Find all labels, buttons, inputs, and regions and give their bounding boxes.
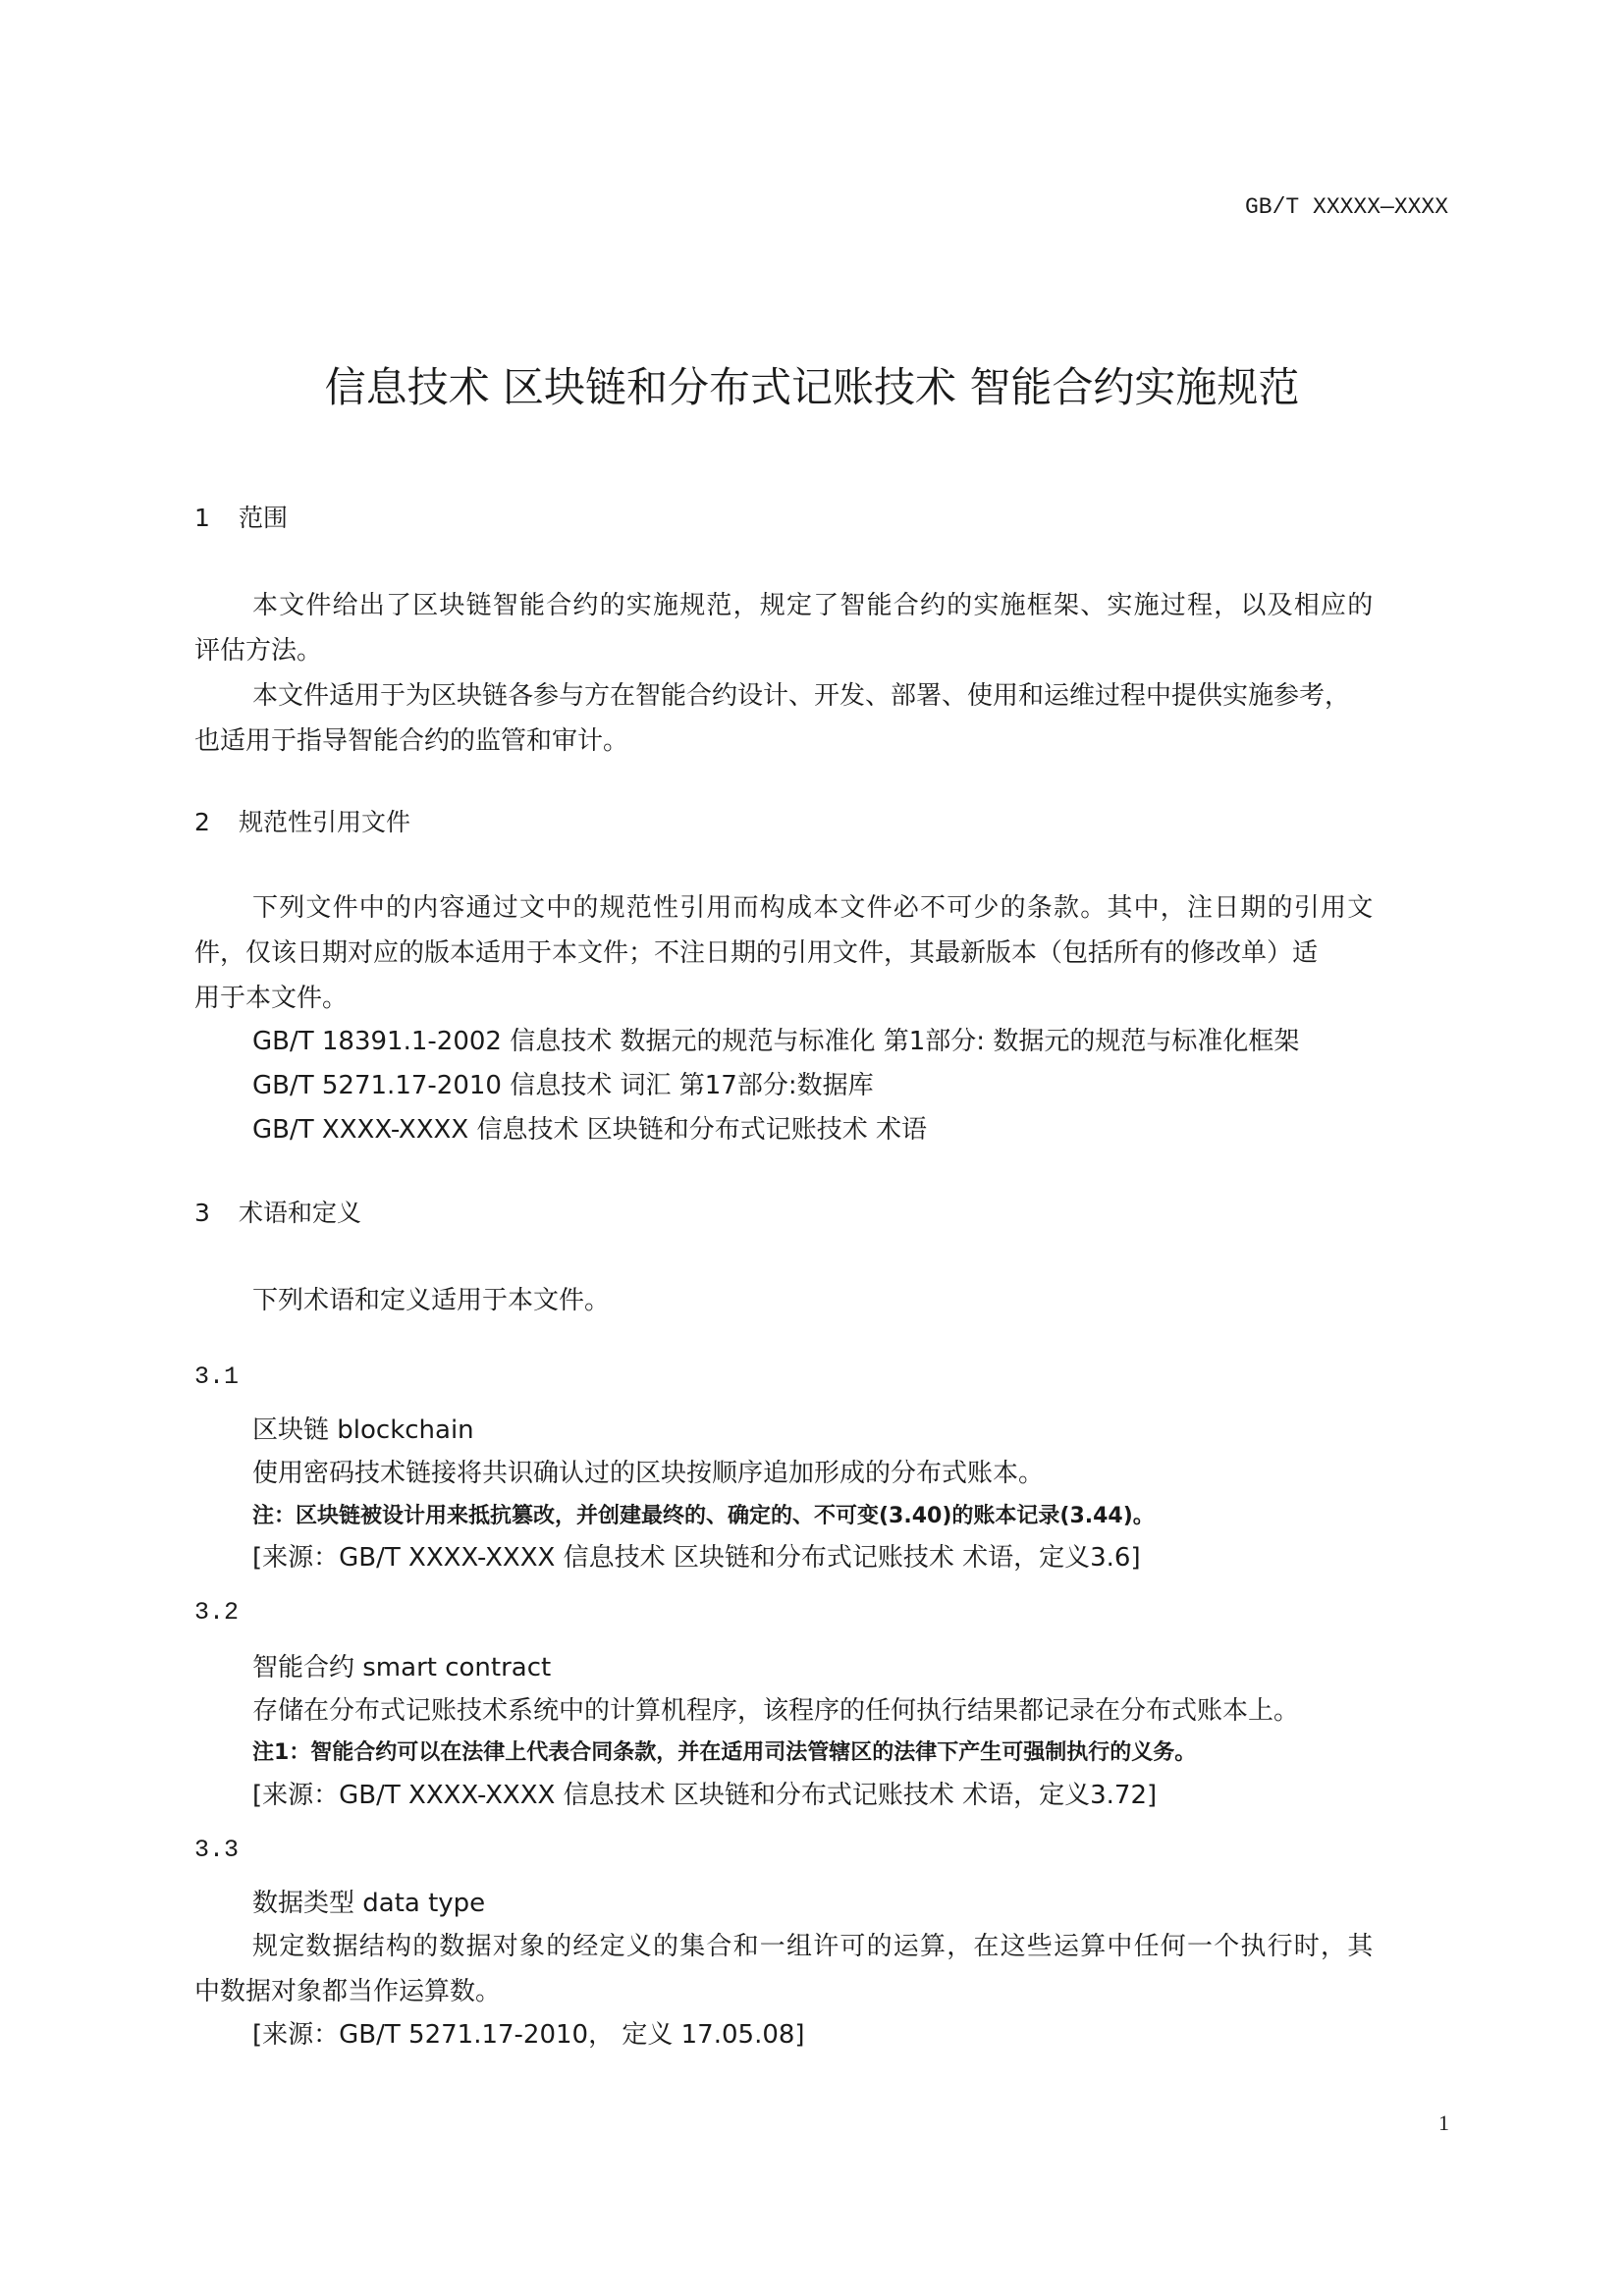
section-1-para1-line2: 评估方法。 (194, 636, 323, 666)
section-1-para1-line1: 本文件给出了区块链智能合约的实施规范，规定了智能合约的实施框架、实施过程，以及相应的 (252, 591, 1375, 620)
section-2-para-line2: 件，仅该日期对应的版本适用于本文件；不注日期的引用文件，其最新版本（包括所有的修改单）适 (194, 938, 1319, 968)
term-definition: 使用密码技术链接将共识确认过的区块按顺序追加形成的分布式账本。 (252, 1459, 1045, 1488)
normative-reference: GB/T 18391.1-2002 信息技术 数据元的规范与标准化 第1部分: 数据元的规范与标准化框架 (252, 1027, 1300, 1056)
term-note: 注1：智能合约可以在法律上代表合同条款，并在适用司法管辖区的法律下产生可强制执行的义务。 (252, 1740, 1197, 1765)
term-definition-line2: 中数据对象都当作运算数。 (194, 1977, 502, 2006)
term-name: 区块链 blockchain (252, 1415, 474, 1445)
page-number: 1 (1438, 2110, 1449, 2135)
normative-reference: GB/T XXXX-XXXX 信息技术 区块链和分布式记账技术 术语 (252, 1115, 927, 1145)
section-3-intro: 下列术语和定义适用于本文件。 (252, 1286, 611, 1315)
section-number: 3 (194, 1199, 210, 1227)
section-title: 规范性引用文件 (239, 808, 411, 836)
term-number: 3.2 (194, 1598, 240, 1627)
section-3-heading (194, 1194, 361, 1229)
term-source: [来源：GB/T XXXX-XXXX 信息技术 区块链和分布式记账技术 术语，定义3.6] (252, 1543, 1141, 1573)
document-title: 信息技术 区块链和分布式记账技术 智能合约实施规范 (324, 363, 1300, 411)
term-source: [来源：GB/T 5271.17-2010， 定义 17.05.08] (252, 2020, 805, 2050)
section-number: 2 (194, 808, 210, 836)
section-1-para2-line1: 本文件适用于为区块链各参与方在智能合约设计、开发、部署、使用和运维过程中提供实施参考， (252, 681, 1351, 711)
term-number: 3.3 (194, 1836, 240, 1864)
term-number: 3.1 (194, 1362, 240, 1391)
section-2-para-line1: 下列文件中的内容通过文中的规范性引用而构成本文件必不可少的条款。其中，注日期的引用文 (252, 893, 1375, 923)
section-2-para-line3: 用于本文件。 (194, 984, 349, 1013)
section-title: 范围 (239, 504, 289, 532)
standard-id: GB/T XXXXX—XXXX (1245, 194, 1449, 220)
term-definition-line1: 规定数据结构的数据对象的经定义的集合和一组许可的运算，在这些运算中任何一个执行时，其 (252, 1932, 1375, 1961)
section-1-para2-line2: 也适用于指导智能合约的监管和审计。 (194, 726, 629, 756)
section-2-heading (194, 803, 410, 838)
normative-reference: GB/T 5271.17-2010 信息技术 词汇 第17部分:数据库 (252, 1071, 874, 1100)
term-definition: 存储在分布式记账技术系统中的计算机程序，该程序的任何执行结果都记录在分布式账本上。 (252, 1696, 1300, 1726)
section-title: 术语和定义 (239, 1199, 362, 1227)
term-name: 智能合约 smart contract (252, 1653, 552, 1682)
term-source: [来源：GB/T XXXX-XXXX 信息技术 区块链和分布式记账技术 术语，定义3.72] (252, 1781, 1158, 1810)
term-name: 数据类型 data type (252, 1889, 486, 1918)
section-number: 1 (194, 504, 210, 532)
term-note: 注：区块链被设计用来抵抗篡改，并创建最终的、确定的、不可变(3.40)的账本记录(3.44)。 (252, 1504, 1155, 1528)
section-1-heading (194, 499, 288, 534)
